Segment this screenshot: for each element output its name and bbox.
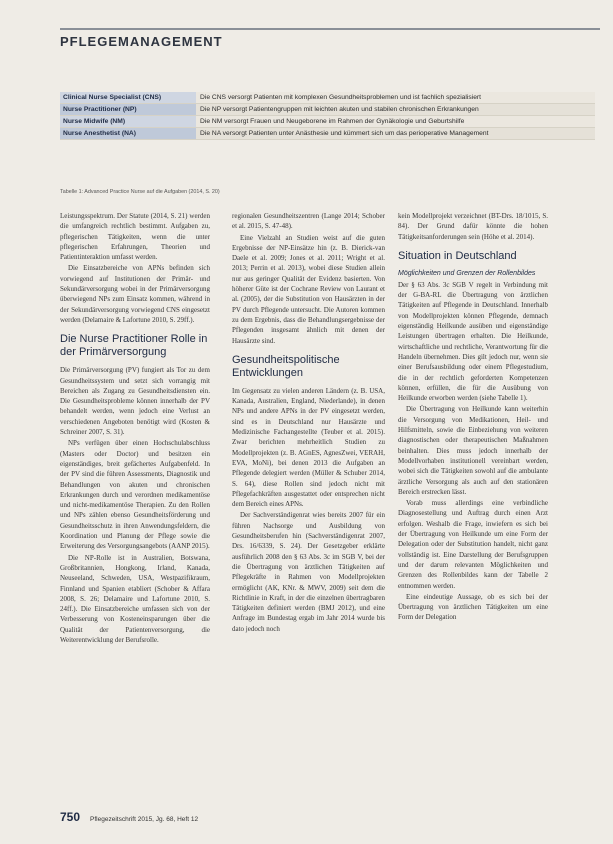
table-cell-desc: Die NP versorgt Patientengruppen mit leichten akuten und stabilen chronischen Erkrankungen (196, 104, 595, 115)
paragraph: regionalen Gesundheitszentren (Lange 2014; Schober et al. 2015, S. 47-48). (232, 212, 385, 231)
table-cell-role: Clinical Nurse Specialist (CNS) (60, 92, 196, 103)
paragraph: Der § 63 Abs. 3c SGB V regelt in Verbindung mit der G-BA-RL die Übertragung von ärztlichen Tätigkeiten auf Pflegende in Deutschland. Innerhalb von Modellprojekten können Pflegende, demnach eigenständig Heilkunde ausüben und eigenständige Leistungen übertragen erhalten. Die Heilkunde, wirtschaftliche und rechtliche, Verantwortung für die Handeln übernehmen. Dies gilt jedoch nur, wenn sie einer Berufsausbildung oder einem Pflegestudium, die in der rechtlich geforderten Kompetenzen können, erfüllen, die für die Ausübung von Heilkunde erworben werden (siehe Tabelle 1). (398, 280, 548, 403)
table-cell-role: Nurse Practitioner (NP) (60, 104, 196, 115)
table-cell-desc: Die NA versorgt Patienten unter Anästhesie und kümmert sich um das perioperative Management (196, 128, 595, 139)
text-column-2 (232, 211, 385, 635)
table-row (60, 92, 595, 104)
paragraph: Die Einsatzbereiche von APNs befinden sich vorwiegend auf Institutionen der Primär- und Sekundärversorgung wobei in der Primärversorgung überwiegend NPs zum Einsatz kommen, während in der Sekundärversorgung vorwiegend CNS eingesetzt werden (Delamaire & Lafortune 2010, S. 29ff.). (60, 264, 210, 324)
page-footer (60, 810, 595, 824)
subsection-heading: Möglichkeiten und Grenzen der Rollenbildes (398, 269, 536, 277)
text-column-1 (60, 211, 210, 646)
page-number: 750 (60, 810, 81, 824)
paragraph: Im Gegensatz zu vielen anderen Ländern (z. B. USA, Kanada, Australien, England, Niederlande), in denen NPs und andere APNs in der PV eingesetzt werden, sind es in Deutschland nur Hausärzte und Medizinische Fachangestellte (Teuber et al. 2015). Zwar berichten mehrheitlich Studien zu Modellprojekten (z. B. AGnES, AgnesZwei, VERAH, EVA, MoNi), bei denen 2013 die Aufgaben an Pflegende delegiert werden (Müller & Schuber 2014, S. 64), diese Rollen sind jedoch nicht mit Pflegefachkräften ausgestattet oder entsprechen nicht dem Bereich eines APNs. (232, 386, 385, 509)
paragraph: Die Primärversorgung (PV) fungiert als Tor zu dem Gesundheitssystem und setzt sich vorrangig mit Bereichen als Zugang zu Gesundheitsdiensten ein. Die Gesundheitsprobleme können innerhalb der PV behandelt werden, wenn jedoch eine Verlust an verschiedenen Angeboten benötigt wird (Kosten & Schreiner 2007, S. 31). (60, 366, 210, 437)
paragraph: NPs verfügen über einen Hochschulabschluss (Masters oder Doctor) und besitzen ein eigenständiges, breit gefächertes Aufgabenfeld. In der PV sind die führen Assessments, Diagnostik und Behandlungen von akuten und chronischen Erkrankungen durch und verordnen medikamentöse und nicht-medikamentöse Therapien. Zu den Rollen und NPs zählen ebenso Gesundheitsförderung und Gesundheitsschutz in ihren Anwendungsfeldern, die Koordination und Planung der Pflege sowie die Erweiterung des Versorgungsangebots (AANP 2015). (60, 439, 210, 551)
section-heading: Gesundheitspolitische Entwicklungen (232, 353, 340, 379)
paragraph: Der Sachverständigenrat wies bereits 2007 für ein führen Nachsorge und Ausbildung von Gesundheitsberufen hin (Sachverständigenrat 2007, Drs. 16/6339, S. 24). Der Gesetzgeber erklärte ausführlich 2008 den § 63 Abs. 3c im SGB V, bei der die Übertragung von ärztlichen Tätigkeiten auf Pflegekräfte in Rahmen von Modellprojekten ermöglicht (AK, KNr. & MWV, 2009) seit dem die Richtlinie in Kraft, in der die einzelnen übertragbaren Tätigkeiten definiert werden (BMJ 2012), und eine Anfrage im Bundestag ergab im Jahr 2014 wurde bis dato jedoch noch (232, 511, 385, 633)
table-cell-desc: Die NM versorgt Frauen und Neugeborene im Rahmen der Gynäkologie und Geburtshilfe (196, 116, 595, 127)
paragraph: Die NP-Rolle ist in Australien, Botswana, Großbritannien, Hongkong, Irland, Kanada, Neuseeland, Schweden, USA, Westpazifikraum, Finnland und Spanien etabliert (Schober & Affara 2008, S. 26; Delamaire und Lafortune 2010, S. 24ff.). Die Einsatzbereiche umfassen sich von der Verbesserung von Kosteneinsparungen über die Qualität der Patientenversorgung, die Weiterentwicklung der Berufsrolle. (60, 553, 210, 644)
table-row (60, 128, 595, 140)
journal-citation: Pflegezeitschrift 2015, Jg. 68, Heft 12 (90, 816, 199, 823)
section-heading: Situation in Deutschland (398, 249, 517, 262)
paragraph: Vorab muss allerdings eine verbindliche Diagnosestellung und Auftrag durch einen Arzt erfolgen. Weshalb die Frage, inwiefern es sich bei der Übertragung von Heilkunde um eine Form der Delegation oder der Substitution handelt, nicht ganz vollständig ist. Eine Darstellung der Berufsgruppen und der darum relevanten Möglichkeiten und Grenzen des Rollenbildes kann der Tabelle 2 entnommen werden. (398, 499, 548, 590)
table-row (60, 116, 595, 128)
table-cell-desc: Die CNS versorgt Patienten mit komplexen Gesundheitsproblemen und ist fachlich spezialisiert (196, 92, 595, 103)
text-column-3 (398, 211, 548, 624)
section-header: PFLEGEMANAGEMENT (60, 34, 223, 49)
table-cell-role: Nurse Midwife (NM) (60, 116, 196, 127)
table-cell-role: Nurse Anesthetist (NA) (60, 128, 196, 139)
paragraph: Leistungsspektrum. Der Statute (2014, S. 21) werden die umfangreich rechtlich bestimmt. Aufgaben zu, pflegerischen Tätigkeiten, wenn die unter pflegerischen Erfahrungen, Theorien und Patientinteraktion umfasst werden. (60, 212, 210, 262)
table-caption: Tabelle 1: Advanced Practice Nurse auf die Aufgaben (2014, S. 20) (60, 189, 220, 195)
header-rule (60, 28, 600, 30)
paragraph: Eine Vielzahl an Studien weist auf die guten Ergebnisse der NP-Einsätze hin (z. B. Dierick-van Daele et al. 2009; Jones et al. 2011; Wright et al. 2013; Perrin et al. 2013), wobei diese Studien allein nur aus geringer Qualität der Evidenz basierten. Von höherer Güte ist der Cochrane Review von Laurant et al. (2005), der die Substitution von Hausärzten in der PV durch Pflegende untersucht. Die Autoren kommen zu dem Ergebnis, dass die Behandlungsergebnisse der Pflegenden insgesamt ähnlich mit denen der Hausärzte sind. (232, 233, 385, 345)
paragraph: kein Modellprojekt verzeichnet (BT-Drs. 18/1015, S. 84). Der Grund dafür könnte die hohen Tätigkeitsanforderungen sein (Höhe et al. 2014). (398, 212, 548, 241)
section-heading: Die Nurse Practitioner Rolle in der Primärversorgung (60, 333, 208, 359)
table-row (60, 104, 595, 116)
paragraph: Eine eindeutige Aussage, ob es sich bei der Übertragung von ärztlichen Tätigkeiten um eine Form der Delegation (398, 592, 548, 622)
apn-roles-table (60, 92, 595, 140)
paragraph: Die Übertragung von Heilkunde kann weiterhin die Versorgung von Medikationen, Heil- und Hilfsmitteln, sowie die Einbeziehung von weiteren diagnostischen oder therapeutischen Maßnahmen beinhalten. Dies muss jedoch innerhalb der Modellvorhaben institutionell vereinbart werden, wobei sich die Tätigkeiten sowohl auf die ambulante ärztliche Versorgung als auch auf den stationären Bereich erstrecken lässt. (398, 405, 548, 496)
